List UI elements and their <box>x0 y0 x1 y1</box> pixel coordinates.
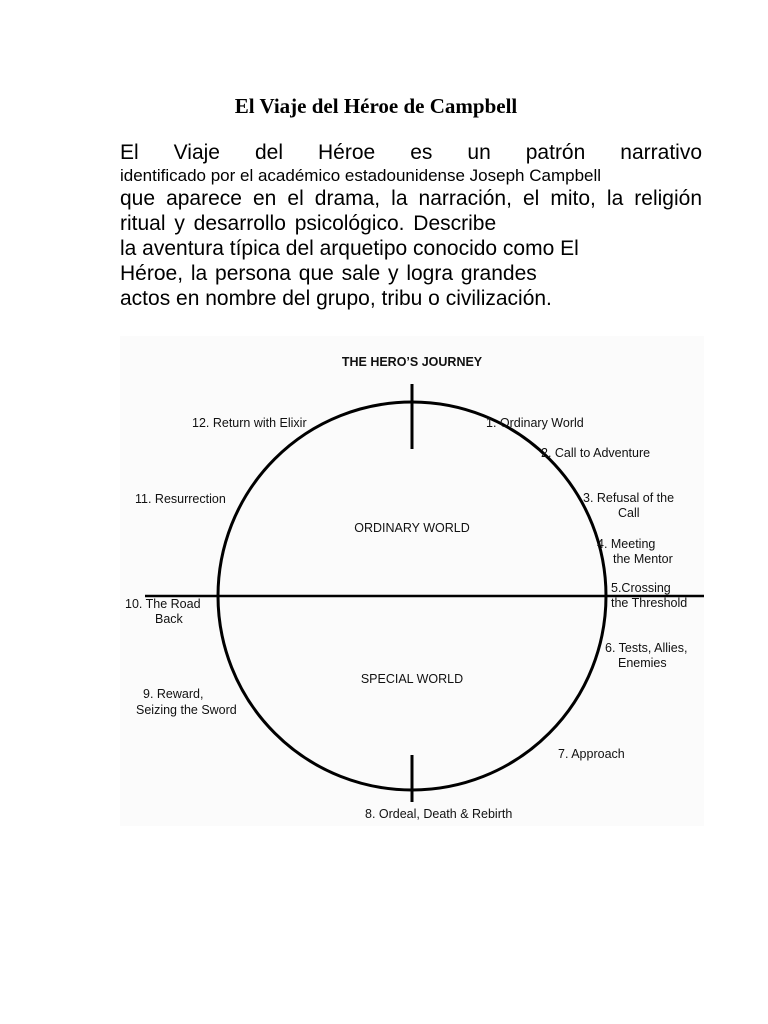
intro-line: Héroe, la persona que sale y logra grandes <box>120 262 537 285</box>
stage-10-label-cont: Back <box>155 612 183 626</box>
intro-line: ritual y desarrollo psicológico. Describe <box>120 212 497 235</box>
stage-11-label: 11. Resurrection <box>135 492 226 506</box>
stage-6-label-cont: Enemies <box>618 656 667 670</box>
stage-9-label-cont: Seizing the Sword <box>136 703 237 717</box>
stage-10-label: 10. The Road <box>125 597 201 611</box>
stage-3-label-cont: Call <box>618 506 640 520</box>
intro-line: identificado por el académico estadounidense Joseph Campbell <box>120 166 602 185</box>
intro-line: que aparece en el drama, la narración, el mito, la religión <box>120 187 702 210</box>
heros-journey-diagram <box>120 336 704 826</box>
intro-line: actos en nombre del grupo, tribu o civilización. <box>120 287 552 310</box>
journey-diagram-svg <box>120 336 704 826</box>
region-special-world: SPECIAL WORLD <box>360 672 464 686</box>
stage-3-label: 3. Refusal of the <box>583 491 675 505</box>
intro-paragraph <box>120 140 702 311</box>
stage-9-label: 9. Reward, <box>143 687 204 701</box>
intro-line: El Viaje del Héroe es un patrón narrativo <box>120 141 702 164</box>
stage-7-label: 7. Approach <box>558 747 625 761</box>
stage-5-label-cont: the Threshold <box>611 596 688 610</box>
region-ordinary-world: ORDINARY WORLD <box>354 521 470 535</box>
stage-4-label-cont: the Mentor <box>613 552 673 566</box>
stage-2-label: 2. Call to Adventure <box>541 446 651 460</box>
stage-12-label: 12. Return with Elixir <box>192 416 307 430</box>
stage-6-label: 6. Tests, Allies, <box>605 641 688 655</box>
stage-1-label: 1. Ordinary World <box>486 416 584 430</box>
stage-4-label: 4. Meeting <box>597 537 656 551</box>
page-title: El Viaje del Héroe de Campbell <box>234 94 518 118</box>
stage-5-label: 5.Crossing <box>611 581 671 595</box>
diagram-title: THE HERO’S JOURNEY <box>341 355 483 369</box>
intro-line: la aventura típica del arquetipo conocido como El <box>120 237 579 260</box>
stage-8-label: 8. Ordeal, Death & Rebirth <box>365 807 513 821</box>
